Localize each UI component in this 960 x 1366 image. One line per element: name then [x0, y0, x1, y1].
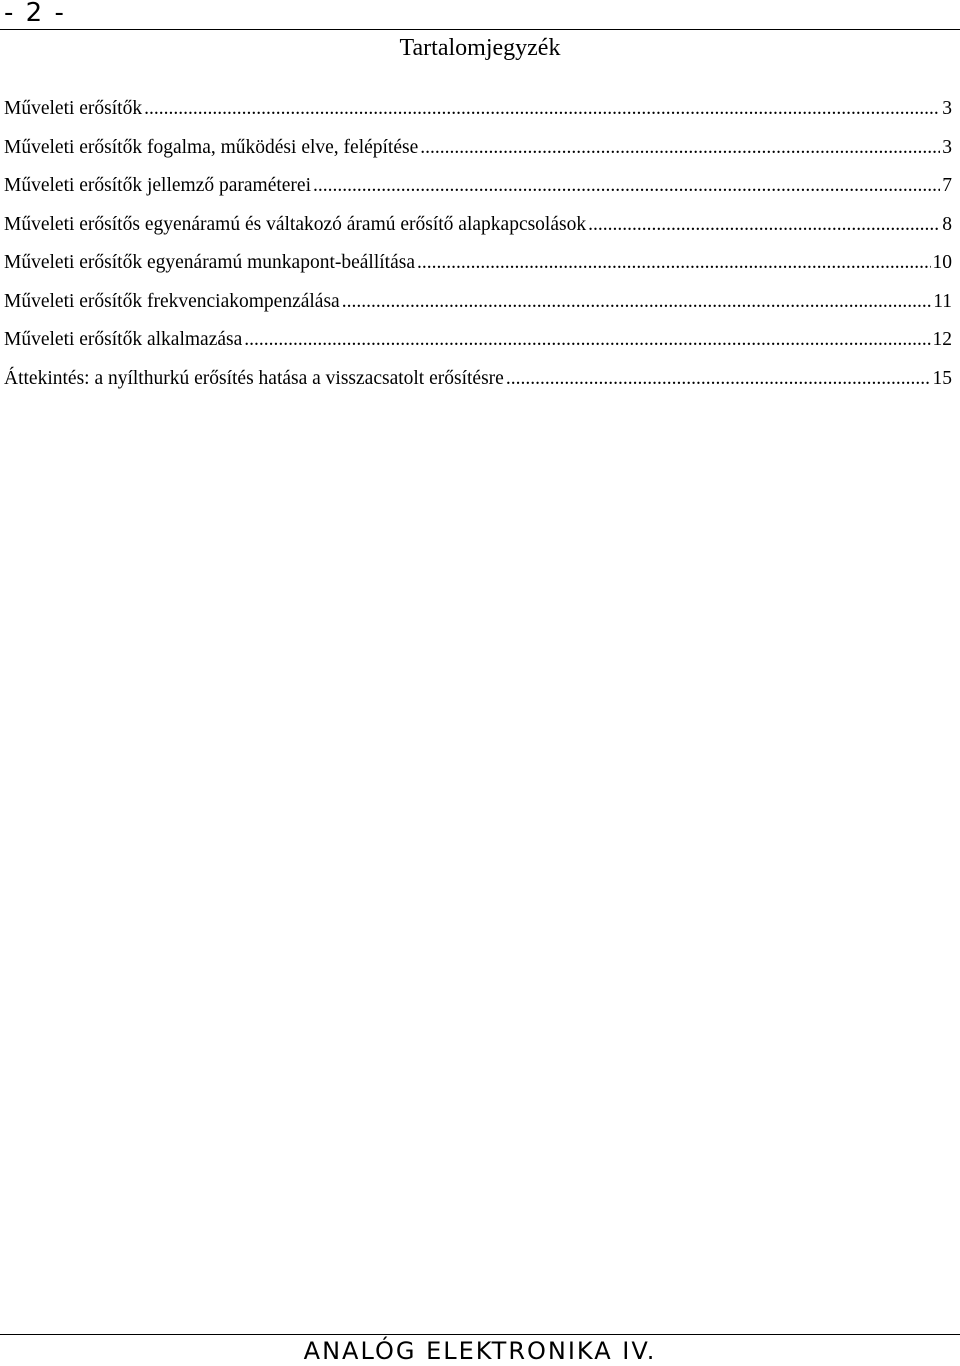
footer-rule: [0, 1334, 960, 1335]
toc-entry-page: 3: [942, 98, 952, 119]
toc-entry-page: 7: [942, 175, 952, 196]
toc-entry-title: Műveleti erősítők frekvenciakompenzálása: [4, 290, 340, 312]
toc-entry-page: 3: [942, 136, 952, 158]
header-rule: [0, 29, 960, 30]
toc-entry[interactable]: [4, 94, 952, 133]
dot-leader: [588, 210, 940, 240]
dot-leader: [420, 133, 940, 163]
toc-entry-page: 11: [933, 290, 952, 312]
dot-leader: [342, 287, 932, 317]
toc-entry-page: 10: [932, 252, 952, 273]
toc-entry-title: Műveleti erősítős egyenáramú és váltakozó áramú erősítő alapkapcsolások: [4, 213, 587, 235]
toc-entry-title: Műveleti erősítők alkalmazása: [4, 329, 243, 350]
toc-entry[interactable]: [4, 133, 952, 172]
toc-entry-title: Műveleti erősítők: [4, 98, 143, 119]
toc-title: Tartalomjegyzék: [399, 35, 561, 61]
toc-entry[interactable]: [4, 171, 952, 210]
toc-entry[interactable]: [4, 210, 952, 249]
toc-entry-page: 8: [942, 213, 952, 235]
toc-entry-title: Műveleti erősítők jellemző paraméterei: [4, 175, 312, 196]
toc-entry-page: 12: [932, 329, 952, 350]
toc-entry-page: 15: [932, 367, 952, 389]
dot-leader: [313, 171, 940, 201]
toc-entry-title: Műveleti erősítők fogalma, működési elve, felépítése: [4, 136, 419, 158]
dot-leader: [244, 325, 930, 355]
toc-entry[interactable]: [4, 325, 952, 364]
footer-title: ANALÓG ELEKTRONIKA IV.: [303, 1337, 657, 1365]
toc-entry[interactable]: [4, 287, 952, 326]
toc-entry[interactable]: [4, 248, 952, 287]
table-of-contents: [4, 94, 952, 402]
dot-leader: [417, 248, 931, 278]
toc-entry[interactable]: [4, 364, 952, 403]
toc-entry-title: Műveleti erősítők egyenáramú munkapont-beállítása: [4, 252, 415, 273]
dot-leader: [506, 364, 931, 394]
page-number: - 2 -: [4, 0, 66, 28]
toc-entry-title: Áttekintés: a nyílthurkú erősítés hatása a visszacsatolt erősítésre: [4, 367, 504, 389]
dot-leader: [144, 94, 940, 124]
